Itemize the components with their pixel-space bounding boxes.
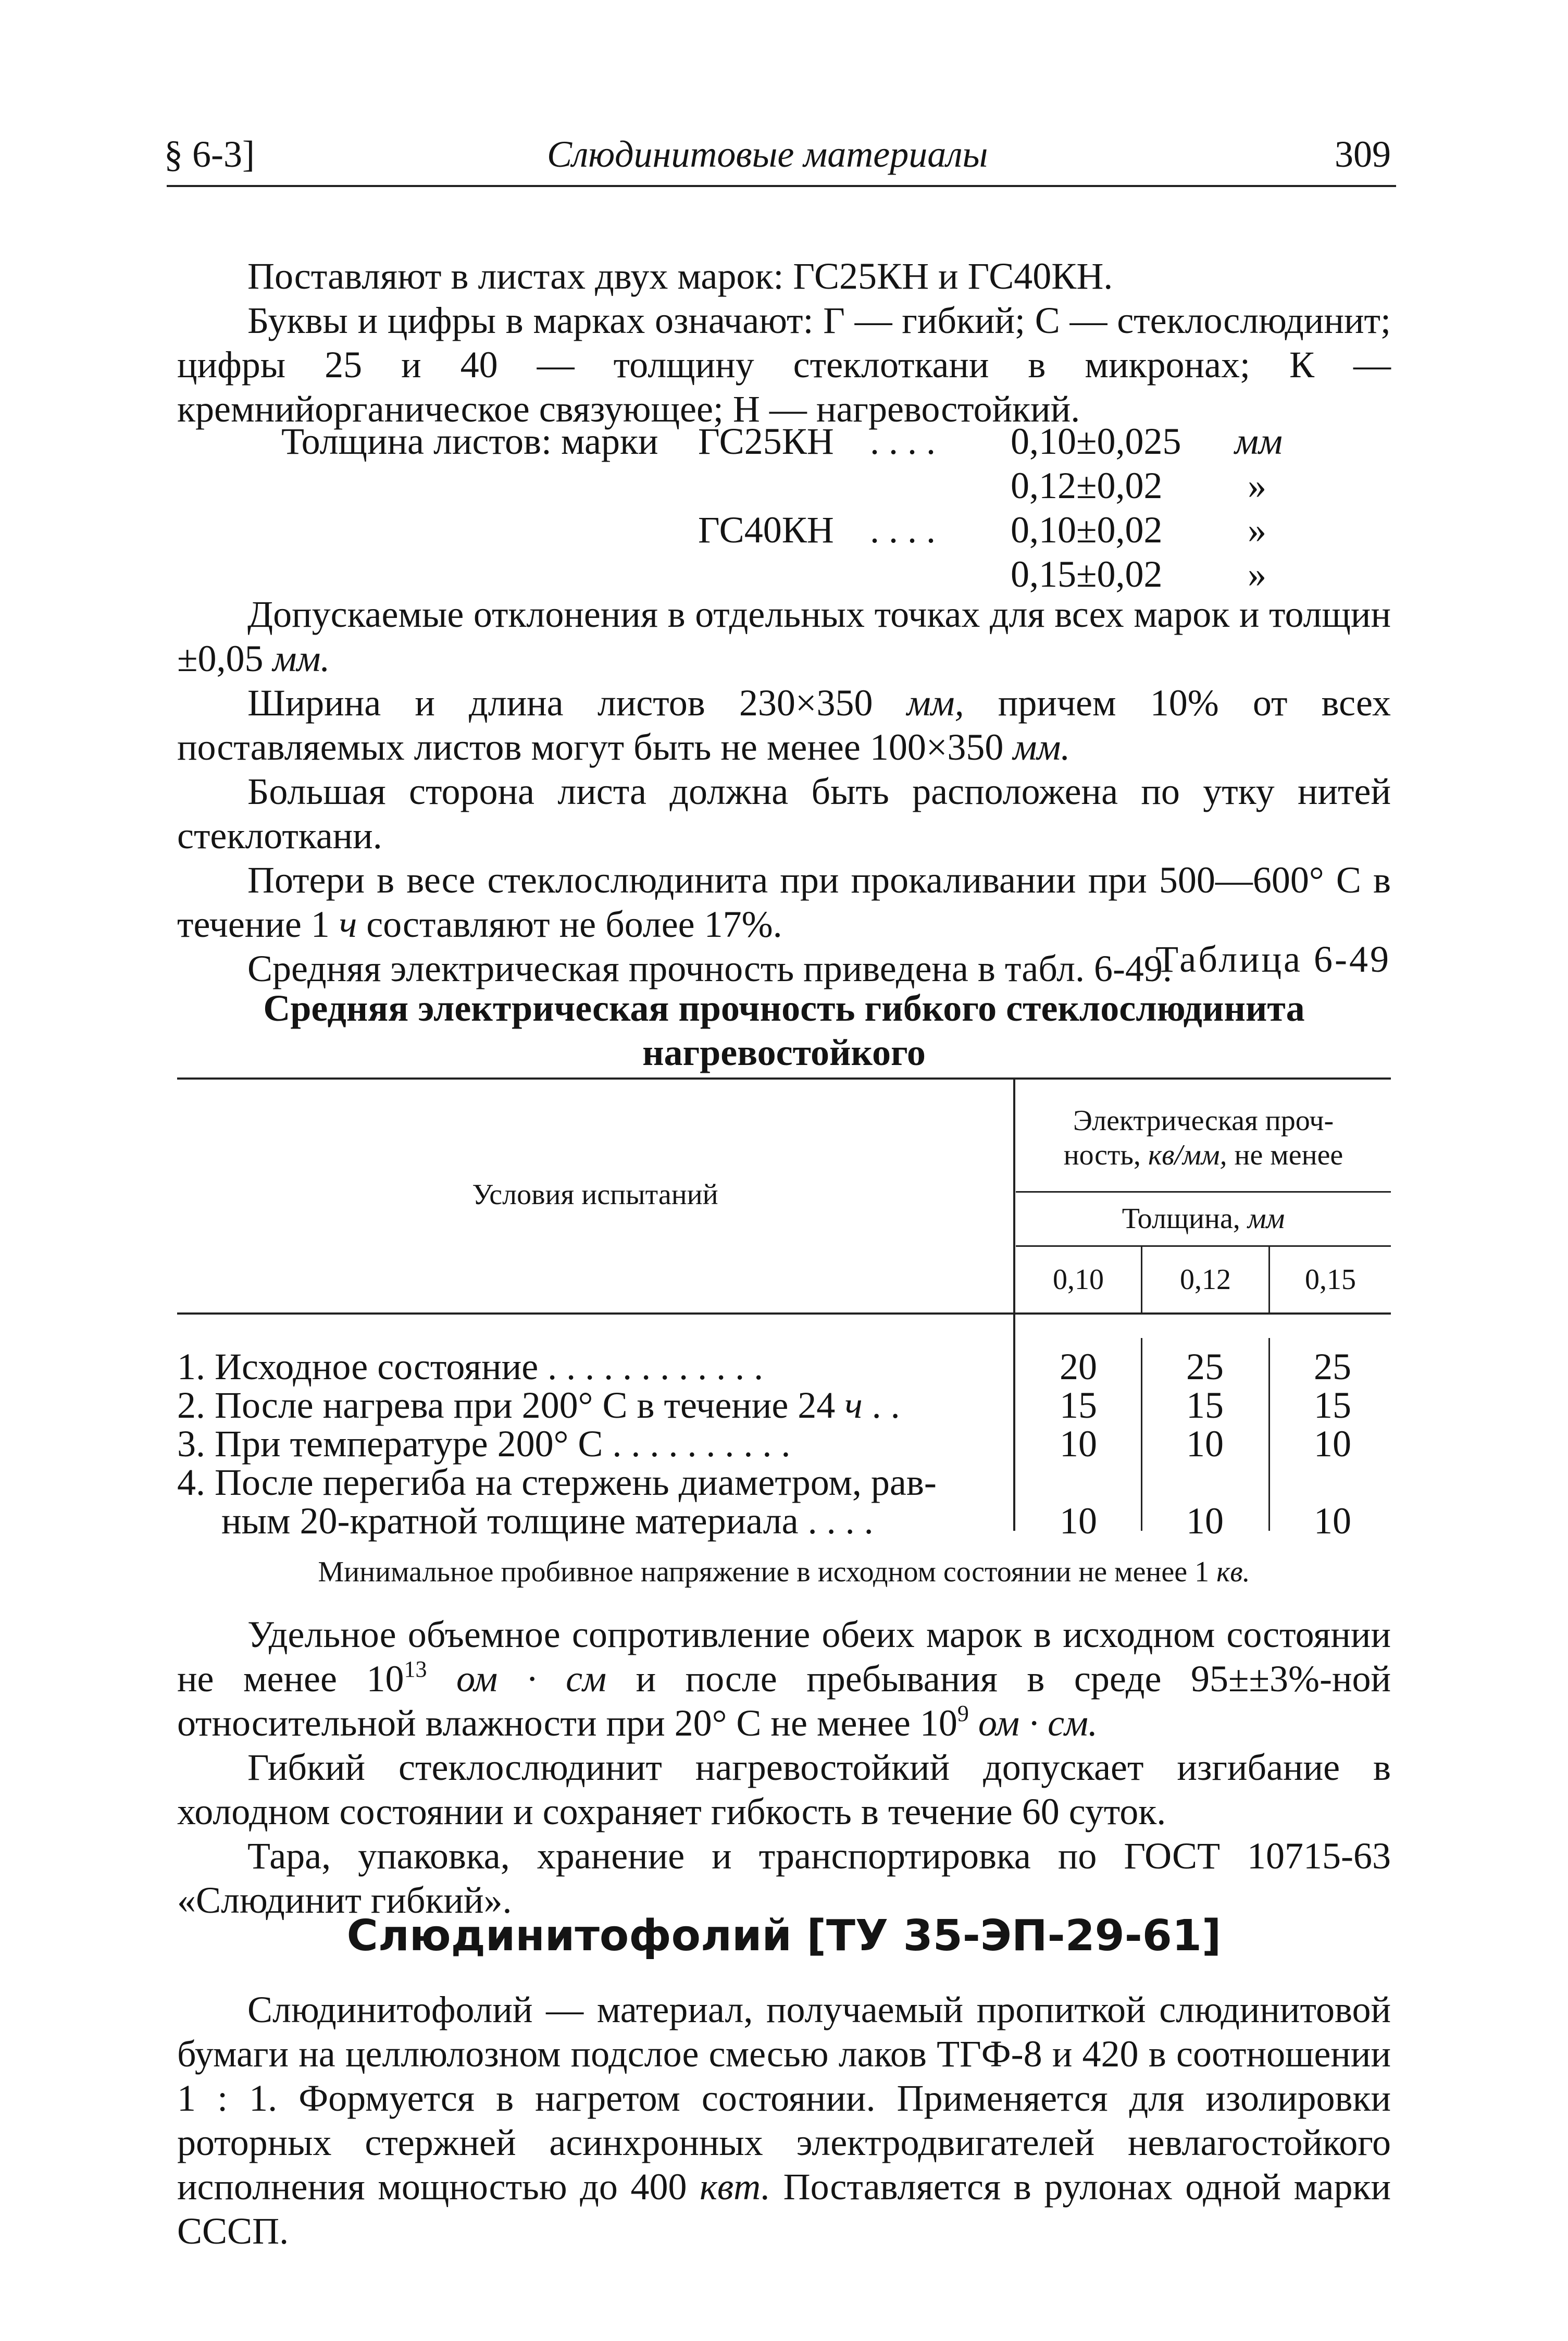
paragraph-side: Большая сторона листа должна быть расположена по утку нитей стеклоткани. [177,771,1391,857]
header-conditions: Условия испытаний [472,1179,718,1211]
table-row: 2. После нагрева при 200° С в течение 24 ч . . [177,1384,900,1426]
ditto-mark: » [1248,509,1266,551]
cell-value: 15 [1060,1384,1097,1426]
thickness-012: 0,12 [1180,1264,1231,1296]
paragraph-grades: Поставляют в листах двух марок: ГС25КН и ГС40КН. [247,255,1113,297]
table-row: 1. Исходное состояние . . . . . . . . . . . . [177,1346,764,1388]
paragraph-loss: Потери в весе стеклослюдинита при прокаливании при 500—600° С в течение 1 ч составляют не более 17%. [177,859,1391,945]
paragraph-packaging: Тара, упаковка, хранение и транспортировка по ГОСТ 10715-63 «Слюдинит гибкий». [177,1835,1391,1921]
column-divider [1013,1077,1015,1531]
thickness-label: Толщина листов: марки [281,420,658,462]
table-label: Таблица 6-49 [1155,938,1391,980]
cell-value: 10 [1060,1423,1097,1465]
properties-text [177,1613,1391,1923]
cell-value: 20 [1060,1346,1097,1388]
table-note: Минимальное пробивное напряжение в исходном состоянии не менее 1 кв. [318,1556,1250,1588]
header-rule [167,185,1396,187]
cell-value: 15 [1186,1384,1224,1426]
grade-name: ГС25КН [698,420,834,462]
paragraph-resistance: Удельное объемное сопротивление обеих марок в исходном состоянии не менее $10^{13}$ ом · см и после пребывания в среде 95±±3%-ной относительной влажности при 20° С не менее $10^9$ ом · см. [177,1614,1391,1744]
header-thickness: Толщина, мм [1122,1203,1285,1235]
header-rule [1016,1245,1391,1247]
strength-table [177,1077,1391,1542]
cell-value: 10 [1060,1500,1097,1542]
table-row: 3. При температуре 200° С . . . . . . . . . . [177,1423,791,1465]
cell-value: 25 [1314,1346,1351,1388]
cell-value: 10 [1314,1500,1351,1542]
thickness-010: 0,10 [1053,1264,1104,1296]
unit-label: мм [1235,420,1283,462]
leader-dots: . . . . [870,420,936,462]
ditto-mark: » [1248,553,1266,595]
grade-name: ГС40КН [698,509,834,551]
thickness-value: 0,10±0,025 [1011,420,1181,462]
paragraph-flex: Гибкий стеклослюдинит нагревостойкий допускает изгибание в холодном состоянии и сохраняет гибкость в течение 60 суток. [177,1747,1391,1832]
thickness-015: 0,15 [1305,1264,1356,1296]
paragraph-size: Ширина и длина листов 230×350 мм, причем 10% от всех поставляемых листов могут быть не менее 100×350 мм. [177,682,1391,768]
table-row: 4. После перегиба на стержень диаметром, рав- [177,1461,937,1503]
table-top-rule [177,1077,1391,1080]
section-text [177,1988,1391,2253]
thickness-value: 0,10±0,02 [1011,509,1163,551]
paragraph-strength-ref: Средняя электрическая прочность приведена в табл. 6-49. [247,948,1172,989]
header-rule [1016,1191,1391,1193]
cell-value: 15 [1314,1384,1351,1426]
page-number: 309 [1335,133,1391,175]
body-text [177,592,1391,991]
table-row-continuation: ным 20-кратной толщине материала . . . . [221,1500,874,1542]
thickness-value: 0,12±0,02 [1011,465,1163,506]
paragraph-letters: Буквы и цифры в марках означают: Г — гибкий; С — стеклослюдинит; цифры 25 и 40 — толщину стеклоткани в микронах; К — кремнийорганическое связующее; Н — нагревостойкий. [177,300,1391,430]
thickness-value: 0,15±0,02 [1011,553,1163,595]
cell-value: 10 [1186,1423,1224,1465]
paragraph-foil: Слюдинитофолий — материал, получаемый пропиткой слюдинитовой бумаги на целлюлозном подслое смесью лаков ТГФ-8 и 420 в соотношении 1 : 1. Формуется в нагретом состоянии. Применяется для изолировки роторных стержней асинхронных электродвигателей невлагостойкого исполнения мощностью до 400 квт. Поставляется в рулонах одной марки СССП. [177,1989,1391,2252]
header-bottom-rule [177,1312,1391,1315]
paragraph-deviation: Допускаемые отклонения в отдельных точках для всех марок и толщин ±0,05 мм. [177,593,1391,679]
running-title: Слюдинитовые материалы [547,133,988,175]
ditto-mark: » [1248,465,1266,506]
cell-value: 25 [1186,1346,1224,1388]
cell-value: 10 [1314,1423,1351,1465]
header-strength: Электрическая проч- ность, кв/мм, не менее [1063,1105,1343,1171]
section-heading: Слюдинитофолий [ТУ 35-ЭП-29-61] [346,1911,1222,1961]
cell-value: 10 [1186,1500,1224,1542]
intro-text [177,254,1391,431]
table-title: Средняя электрическая прочность гибкого стеклослюдинита нагревостойкого [263,987,1305,1073]
leader-dots: . . . . [870,509,936,551]
section-number: § 6-3] [164,133,255,175]
